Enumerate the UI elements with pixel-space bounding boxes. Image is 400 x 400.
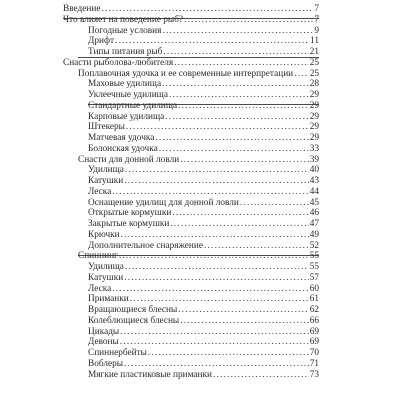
dot-leader [162, 79, 309, 89]
toc-entry-page: 60 [309, 283, 319, 294]
toc-entry-title: Цикады [88, 326, 120, 337]
toc-entry [88, 47, 319, 57]
toc-entry-page: 43 [309, 176, 319, 186]
toc-entry-page: 29 [309, 133, 319, 143]
toc-entry-title: Спиннербейты [88, 348, 147, 358]
toc-entry [88, 144, 319, 154]
toc-entry-title: Девоны [88, 337, 119, 348]
dot-leader [126, 122, 309, 132]
dot-leader [170, 219, 308, 229]
toc-entry [88, 208, 319, 218]
dot-leader [119, 251, 309, 261]
toc-entry-page: 66 [309, 315, 319, 326]
toc-entry-title: Погодные условия [88, 25, 162, 36]
toc-entry-title: Вращающиеся блесны [88, 305, 178, 315]
toc-entry-page: 55 [309, 262, 319, 272]
dot-leader [163, 47, 308, 57]
dot-leader [165, 112, 308, 122]
dot-leader [121, 230, 309, 240]
dot-leader [174, 58, 309, 68]
toc-entry-page: 39 [309, 154, 319, 165]
toc-entry [88, 198, 319, 208]
toc-entry-page: 57 [309, 272, 319, 283]
toc-entry [88, 241, 319, 251]
toc-entry-page: 7 [314, 4, 319, 14]
toc-entry-title: Катушки [88, 272, 124, 283]
dot-leader [180, 316, 309, 326]
toc-entry-page: 29 [309, 122, 319, 133]
toc-entry-page: 33 [309, 143, 319, 154]
toc-entry [88, 327, 319, 337]
toc-entry [88, 262, 319, 272]
toc-entry-title: Поплавочная удочка и ее современные интерпретации [78, 68, 294, 79]
toc-entry [88, 90, 319, 100]
toc-entry-title: Снасти рыболова-любителя [63, 57, 174, 68]
toc-entry-page: 44 [309, 186, 319, 197]
dot-leader [124, 273, 308, 283]
dot-leader [180, 155, 308, 165]
toc-entry [88, 316, 319, 326]
dot-leader [159, 144, 309, 154]
toc-entry [88, 187, 319, 197]
dot-leader [184, 15, 313, 25]
toc-entry-title: Карповые удилища [88, 111, 165, 122]
toc-entry-title: Крючки [88, 229, 120, 240]
dot-leader [115, 36, 309, 46]
toc-entry [78, 251, 319, 261]
dot-leader [240, 198, 309, 208]
toc-entry-page: 73 [309, 369, 319, 380]
dot-leader [130, 294, 309, 304]
toc-entry-page: 55 [309, 251, 319, 262]
dot-leader [120, 337, 309, 347]
dot-leader [169, 90, 309, 100]
toc-entry-title: Уклеечные удилища [88, 90, 168, 100]
toc-entry-title: Типы питания рыб [88, 47, 163, 57]
toc-entry-title: Штекеры [88, 122, 125, 133]
toc-entry [88, 165, 319, 175]
toc-entry [88, 348, 319, 358]
toc-entry-title: Катушки [88, 176, 124, 186]
toc-entry-title: Закрытые кормушки [88, 219, 170, 229]
toc-entry-page: 29 [309, 90, 319, 100]
toc-entry-title: Болонская удочка [88, 143, 158, 154]
toc-entry-title: Маховые удилища [88, 79, 162, 90]
toc-entry [63, 4, 319, 14]
toc-entry [88, 112, 319, 122]
toc-entry [88, 219, 319, 229]
toc-entry-title: Мягкие пластиковые приманки [88, 369, 212, 380]
toc-entry-page: 29 [309, 100, 319, 111]
toc-entry-page: 46 [309, 208, 319, 219]
dot-leader [112, 187, 308, 197]
toc-entry [88, 36, 319, 46]
toc-entry-page: 62 [309, 305, 319, 315]
toc-entry-title: Удилища [88, 165, 124, 176]
dot-leader [178, 101, 309, 111]
toc-entry-page: 69 [309, 337, 319, 348]
toc-entry-title: Спиннинг [78, 251, 118, 262]
toc-entry-page: 25 [309, 57, 319, 68]
toc-entry-title: Открытые кормушки [88, 208, 172, 219]
toc-entry-title: Леска [88, 186, 112, 197]
toc-entry-title: Стандартные удилища [88, 100, 178, 111]
toc-entry-page: 71 [309, 358, 319, 369]
toc-entry [78, 69, 319, 79]
dot-leader [125, 165, 309, 175]
toc-entry-page: 47 [309, 219, 319, 229]
toc-entry [88, 101, 319, 111]
dot-leader [101, 4, 313, 14]
toc-entry [88, 273, 319, 283]
toc-entry [88, 133, 319, 143]
toc-entry [88, 305, 319, 315]
toc-entry-page: 69 [309, 326, 319, 337]
dot-leader [155, 133, 308, 143]
toc-entry-page: 49 [309, 229, 319, 240]
toc-entry [88, 294, 319, 304]
toc-entry-title: Матчевая удочка [88, 133, 155, 143]
toc-entry-page: 45 [309, 197, 319, 208]
toc-entry-title: Оснащение удилищ для донной ловли [88, 197, 239, 208]
dot-leader [294, 69, 309, 79]
dot-leader [124, 176, 308, 186]
dot-leader [124, 359, 309, 369]
toc-entry-title: Приманки [88, 294, 129, 305]
toc-entry-page: 25 [309, 68, 319, 79]
toc-entry-page: 9 [314, 25, 319, 36]
toc-entry-page: 11 [310, 36, 319, 47]
toc-entry [78, 155, 319, 165]
toc-entry-title: Введение [63, 4, 101, 14]
toc-entry [88, 26, 319, 36]
toc-entry [88, 122, 319, 132]
toc-entry-title: Леска [88, 283, 112, 294]
dot-leader [162, 26, 313, 36]
toc-entry-page: 29 [309, 111, 319, 122]
toc-entry-page: 21 [309, 47, 319, 57]
toc-entry [63, 58, 319, 68]
toc-entry-title: Снасти для донной ловли [78, 154, 180, 165]
toc-entry [88, 230, 319, 240]
toc-entry [88, 359, 319, 369]
toc-entry-page: 28 [309, 79, 319, 90]
dot-leader [213, 370, 309, 380]
toc-entry [88, 176, 319, 186]
dot-leader [112, 284, 308, 294]
dot-leader [120, 327, 309, 337]
toc-entry-title: Что влияет на поведение рыб? [63, 14, 184, 25]
toc-entry-page: 61 [309, 294, 319, 305]
toc-entry-title: Воблеры [88, 358, 124, 369]
toc-entry-title: Удилища [88, 262, 124, 272]
toc-entry [88, 79, 319, 89]
toc-entry-title: Колеблющиеся блесны [88, 315, 180, 326]
toc-entry [88, 284, 319, 294]
toc-entry-page: 52 [309, 240, 319, 251]
toc-entry [88, 370, 319, 380]
dot-leader [148, 348, 309, 358]
toc-entry-title: Дрифт [88, 36, 115, 47]
toc-entry [63, 15, 319, 25]
dot-leader [172, 208, 308, 218]
dot-leader [178, 305, 308, 315]
toc-entry-page: 7 [314, 14, 319, 25]
toc-entry-title: Дополнительное снаряжение [88, 240, 203, 251]
toc-entry-page: 70 [309, 348, 319, 358]
dot-leader [204, 241, 309, 251]
dot-leader [125, 262, 309, 272]
toc-entry-page: 40 [309, 165, 319, 176]
toc-entry [88, 337, 319, 347]
